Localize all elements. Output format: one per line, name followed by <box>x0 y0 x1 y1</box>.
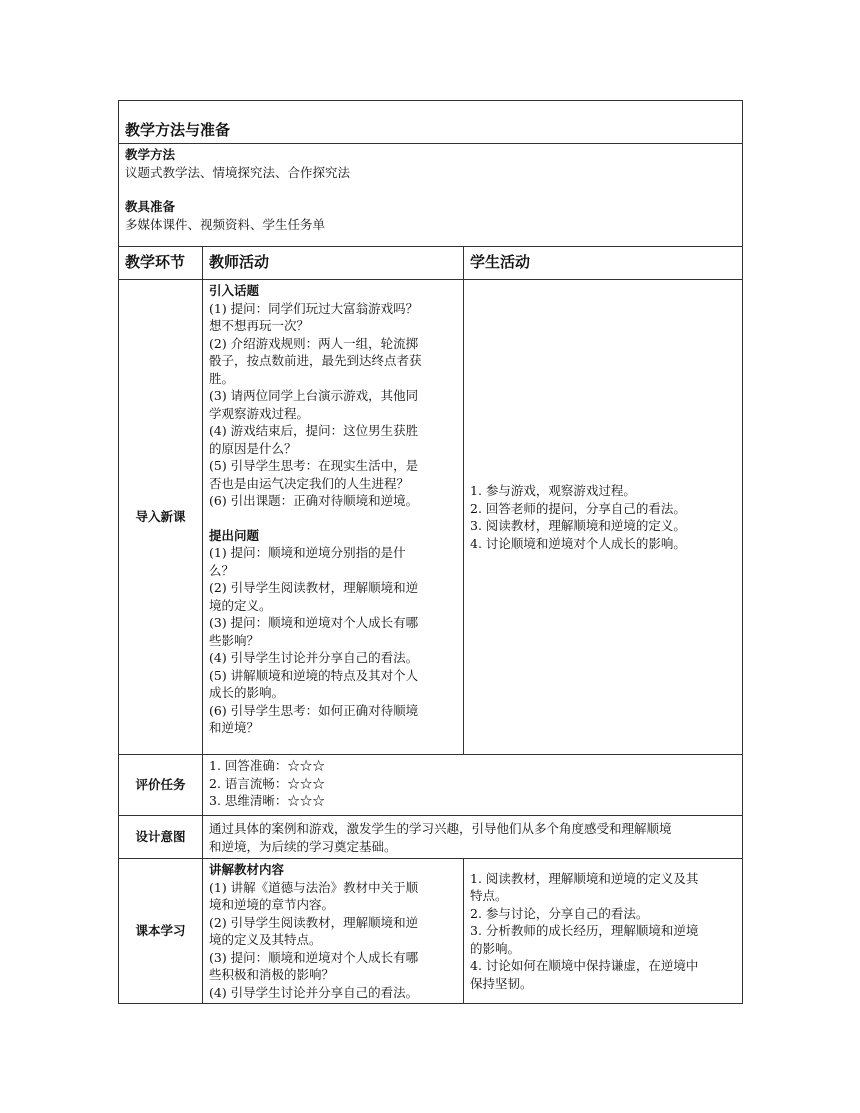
textbook-line: 境和逆境的章节内容。 <box>209 897 335 912</box>
question-line: 和逆境？ <box>209 720 260 735</box>
evaluation-item: 3. 思维清晰：☆☆☆ <box>209 793 325 808</box>
intro-line: (5) 引导学生思考：在现实生活中，是 <box>209 458 419 473</box>
intro-teacher-heading-2: 提出问题 <box>209 527 260 543</box>
section-title: 教学方法与准备 <box>119 101 743 144</box>
lesson-plan-table <box>118 100 743 1004</box>
evaluation-row <box>119 755 743 816</box>
textbook-row <box>119 859 743 1004</box>
intro-line: (4) 游戏结束后，提问：这位男生获胜 <box>209 423 419 438</box>
question-line: (4) 引导学生讨论并分享自己的看法。 <box>209 650 419 665</box>
evaluation-cell <box>203 755 743 816</box>
tools-heading: 教具准备 <box>125 199 176 214</box>
student-activity-item: 2. 回答老师的提问，分享自己的看法。 <box>470 500 686 516</box>
intro-line: 胜。 <box>209 370 235 386</box>
question-line: (3) 提问：顺境和逆境对个人成长有哪 <box>209 615 419 630</box>
question-line: (1) 提问：顺境和逆境分别指的是什 <box>209 545 406 560</box>
student-activity-item: 4. 讨论顺境和逆境对个人成长的影响。 <box>470 535 686 551</box>
textbook-line: 境的定义及其特点。 <box>209 932 322 947</box>
textbook-teacher-heading: 讲解教材内容 <box>209 862 285 877</box>
textbook-student-line: 4. 讨论如何在顺境中保持谦虚，在逆境中 <box>470 958 699 974</box>
textbook-teacher-cell <box>203 859 464 1004</box>
methods-cell <box>119 144 743 247</box>
textbook-line: 些积极和消极的影响？ <box>209 967 335 982</box>
textbook-student-line: 特点。 <box>470 888 508 904</box>
textbook-line: (4) 引导学生讨论并分享自己的看法。 <box>209 984 419 1000</box>
column-header-student: 学生活动 <box>464 247 743 280</box>
intro-line: 学观察游戏过程。 <box>209 405 310 421</box>
question-line: 些影响？ <box>209 632 260 648</box>
textbook-stage-label: 课本学习 <box>119 859 203 1004</box>
design-stage-label: 设计意图 <box>119 816 203 859</box>
tools-text: 多媒体课件、视频资料、学生任务单 <box>125 216 326 232</box>
question-line: 成长的影响。 <box>209 685 285 700</box>
section-title-row <box>119 101 743 144</box>
design-line: 通过具体的案例和游戏，激发学生的学习兴趣，引导他们从多个角度感受和理解顺境 <box>209 821 672 836</box>
column-header-row <box>119 247 743 280</box>
textbook-line: (1) 讲解《道德与法治》教材中关于顺 <box>209 879 419 895</box>
evaluation-item: 1. 回答准确：☆☆☆ <box>209 758 325 773</box>
column-header-teacher: 教师活动 <box>203 247 464 280</box>
question-line: 境的定义。 <box>209 597 272 613</box>
question-line: (2) 引导学生阅读教材，理解顺境和逆 <box>209 580 419 595</box>
intro-line: (3) 请两位同学上台演示游戏，其他同 <box>209 388 419 403</box>
intro-stage-label: 导入新课 <box>119 280 203 755</box>
intro-line: 的原因是什么？ <box>209 440 297 456</box>
lesson-plan-page <box>118 100 742 1004</box>
methods-text: 议题式教学法、情境探究法、合作探究法 <box>125 164 351 180</box>
evaluation-stage-label: 评价任务 <box>119 755 203 816</box>
intro-line: 想不想再玩一次？ <box>209 318 310 333</box>
intro-line: 骰子，按点数前进，最先到达终点者获 <box>209 353 422 368</box>
design-cell <box>203 816 743 859</box>
intro-line: 否也是由运气决定我们的人生进程？ <box>209 475 410 491</box>
intro-line: (1) 提问：同学们玩过大富翁游戏吗？ <box>209 300 419 316</box>
textbook-line: (2) 引导学生阅读教材，理解顺境和逆 <box>209 914 419 930</box>
textbook-student-line: 1. 阅读教材，理解顺境和逆境的定义及其 <box>470 870 699 886</box>
textbook-student-line: 保持坚韧。 <box>470 975 533 991</box>
intro-student-cell <box>464 280 743 755</box>
textbook-student-cell <box>464 859 743 1004</box>
textbook-student-line: 3. 分析教师的成长经历，理解顺境和逆境 <box>470 923 699 939</box>
column-header-stage: 教学环节 <box>119 247 203 280</box>
intro-teacher-heading-1: 引入话题 <box>209 283 260 298</box>
intro-line: (2) 介绍游戏规则：两人一组，轮流掷 <box>209 335 419 351</box>
question-line: (6) 引导学生思考：如何正确对待顺境 <box>209 702 419 718</box>
textbook-line: (3) 提问：顺境和逆境对个人成长有哪 <box>209 949 419 965</box>
intro-row <box>119 280 743 755</box>
textbook-student-line: 的影响。 <box>470 940 521 956</box>
methods-row <box>119 144 743 247</box>
textbook-student-line: 2. 参与讨论，分享自己的看法。 <box>470 905 649 921</box>
student-activity-item: 3. 阅读教材，理解顺境和逆境的定义。 <box>470 518 686 533</box>
design-row <box>119 816 743 859</box>
design-line: 和逆境，为后续的学习奠定基础。 <box>209 838 397 854</box>
intro-teacher-cell <box>203 280 464 755</box>
question-line: 么？ <box>209 562 235 578</box>
intro-line: (6) 引出课题：正确对待顺境和逆境。 <box>209 493 419 508</box>
evaluation-item: 2. 语言流畅：☆☆☆ <box>209 775 325 791</box>
methods-heading: 教学方法 <box>125 147 176 162</box>
question-line: (5) 讲解顺境和逆境的特点及其对个人 <box>209 667 419 683</box>
student-activity-item: 1. 参与游戏，观察游戏过程。 <box>470 483 636 498</box>
